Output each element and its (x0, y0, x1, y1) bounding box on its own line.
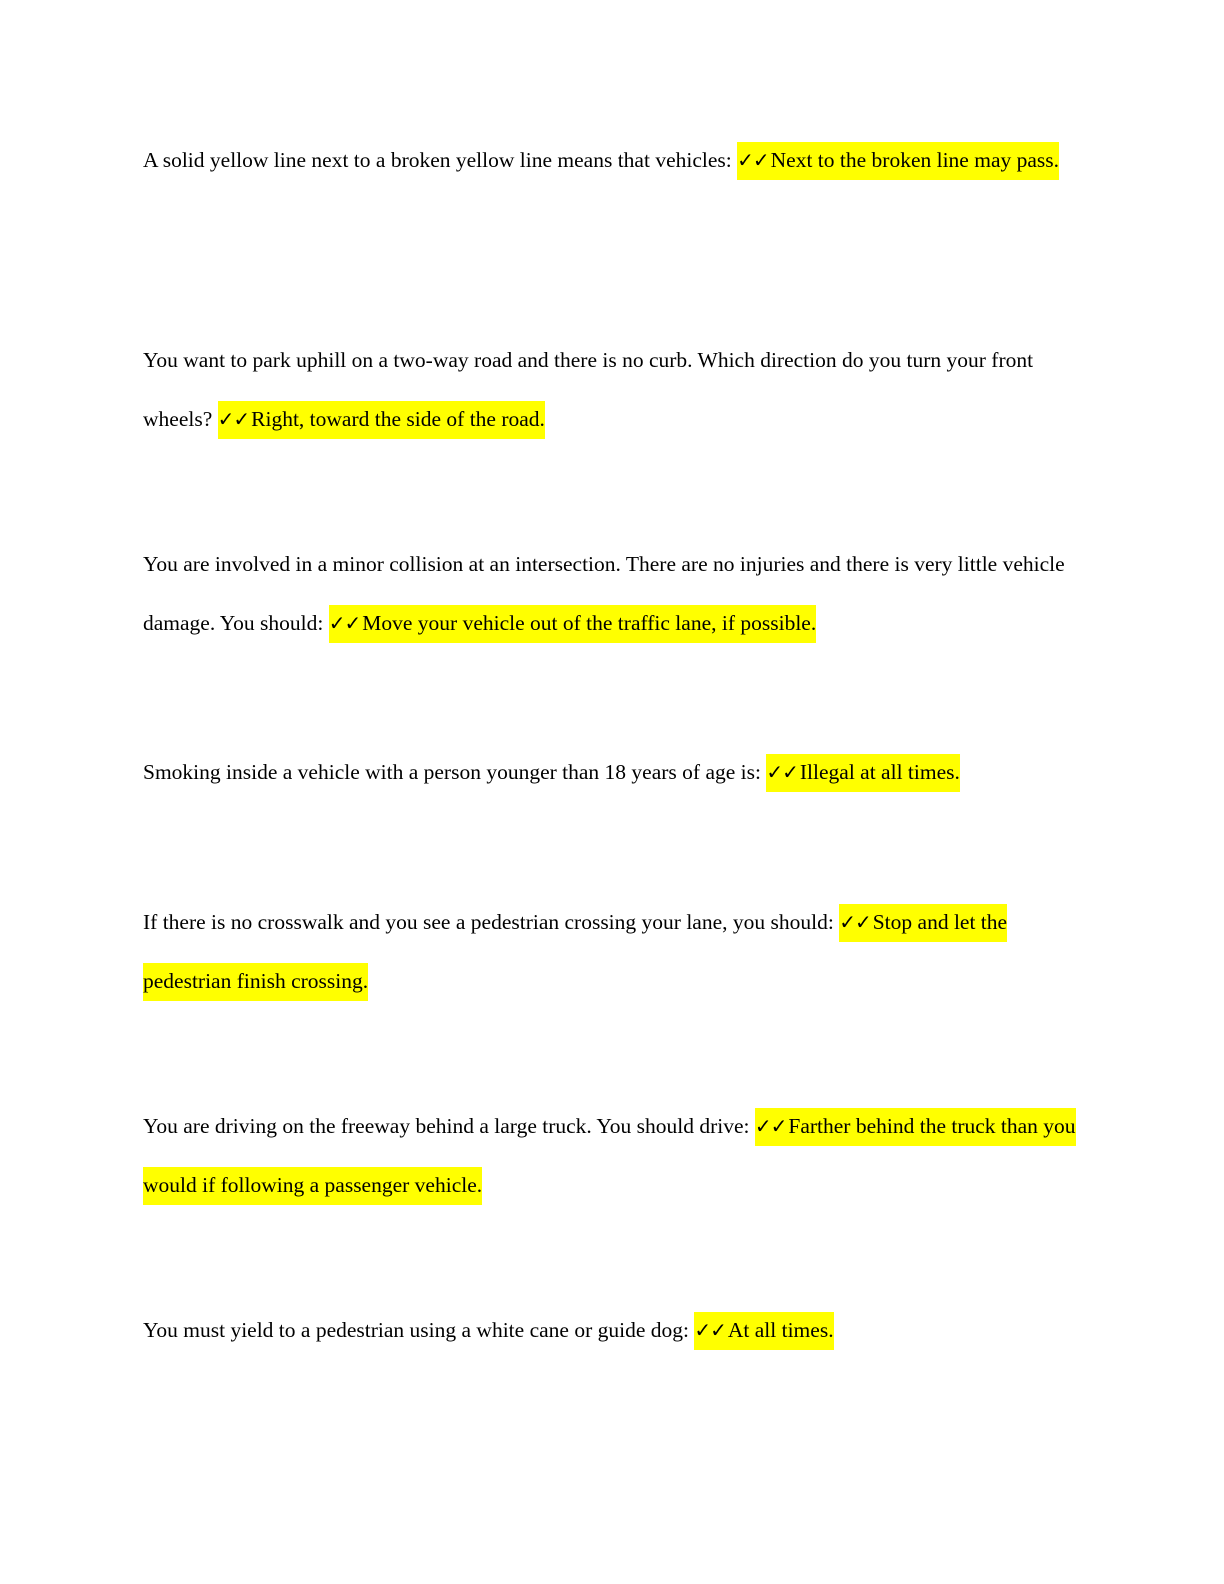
answer-highlight (218, 401, 545, 439)
qa-item (143, 893, 1078, 1011)
double-check-icon: ✓✓ (328, 611, 361, 635)
question-text: Smoking inside a vehicle with a person younger than 18 years of age is: (143, 760, 761, 784)
question-text: You are involved in a minor collision at an intersection. There are no injuries and there is very little vehicle damage. You should: (143, 552, 1065, 635)
qa-item (143, 535, 1078, 653)
qa-item (143, 131, 1078, 190)
answer-highlight (766, 754, 960, 792)
question-text: A solid yellow line next to a broken yellow line means that vehicles: (143, 148, 732, 172)
answer-text: Move your vehicle out of the traffic lane, if possible. (362, 611, 817, 635)
question-text: You want to park uphill on a two-way road and there is no curb. Which direction do you turn your front wheels? (143, 348, 1034, 431)
question-text: You are driving on the freeway behind a large truck. You should drive: (143, 1114, 750, 1138)
double-check-icon: ✓✓ (737, 148, 769, 172)
answer-highlight (329, 605, 816, 643)
question-text: If there is no crosswalk and you see a pedestrian crossing your lane, you should: (143, 910, 834, 934)
double-check-icon: ✓✓ (754, 1114, 787, 1138)
answer-text: Stop and let the pedestrian finish crossing. (143, 910, 1008, 993)
double-check-icon: ✓✓ (839, 910, 871, 934)
answer-text: At all times. (727, 1318, 834, 1342)
answer-highlight (694, 1312, 833, 1350)
answer-text: Right, toward the side of the road. (251, 407, 545, 431)
answer-text: Next to the broken line may pass. (770, 148, 1060, 172)
question-text: You must yield to a pedestrian using a white cane or guide dog: (143, 1318, 689, 1342)
qa-item (143, 1301, 1078, 1360)
double-check-icon: ✓✓ (766, 760, 798, 784)
answer-text: Farther behind the truck than you would if following a passenger vehicle. (143, 1114, 1076, 1197)
qa-item (143, 1097, 1078, 1215)
qa-item (143, 743, 1078, 802)
qa-item (143, 331, 1078, 449)
double-check-icon: ✓✓ (694, 1318, 726, 1342)
answer-text: Illegal at all times. (799, 760, 960, 784)
double-check-icon: ✓✓ (217, 407, 250, 431)
answer-highlight (737, 142, 1059, 180)
